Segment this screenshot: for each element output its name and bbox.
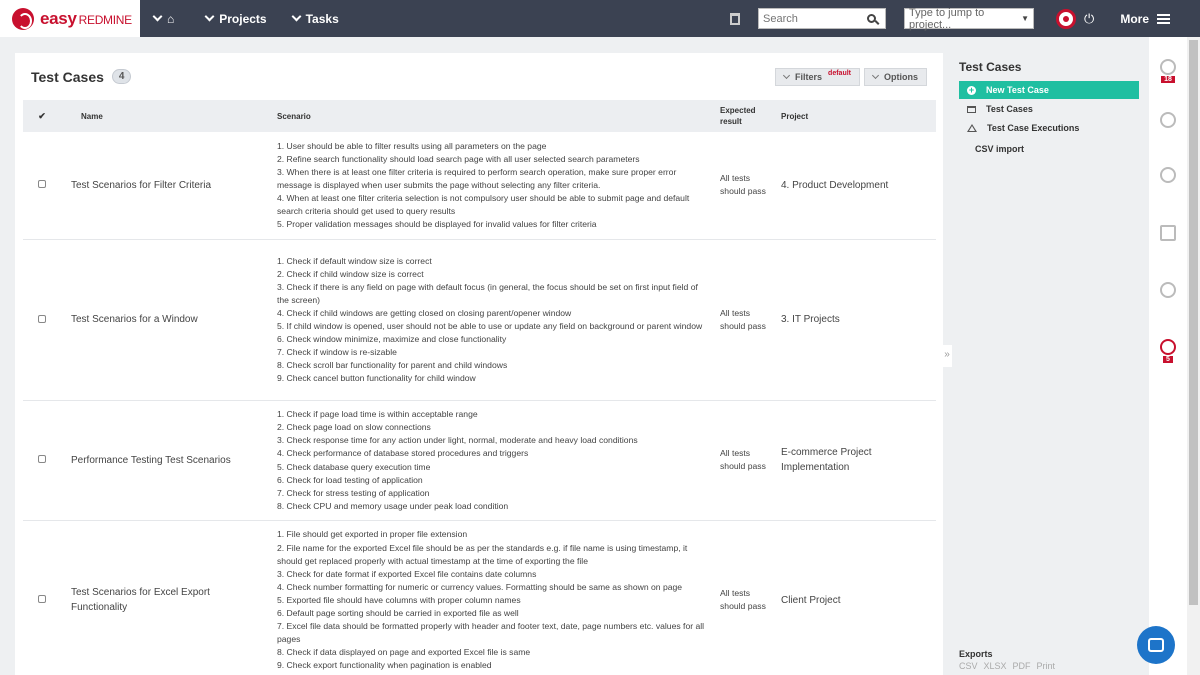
sidebar-item-label: New Test Case bbox=[986, 85, 1049, 95]
scenario-step: 4. Check if child windows are getting closed on closing parent/opener window bbox=[277, 307, 572, 318]
row-checkbox[interactable] bbox=[38, 315, 46, 323]
sidebar-item-label: Test Case Executions bbox=[987, 123, 1080, 133]
expected-result-cell: All tests should pass bbox=[714, 132, 775, 239]
scenario-step: 6. Check window minimize, maximize and close functionality bbox=[277, 334, 507, 345]
table-row[interactable] bbox=[23, 520, 936, 675]
scenario-step: 3. Check for date format if exported Excel file contains date columns bbox=[277, 568, 537, 579]
nav-tasks[interactable] bbox=[279, 0, 351, 37]
scenario-step: 7. Excel file data should be formatted properly with header and footer text, date, page numbers etc. values for all pages bbox=[277, 621, 705, 645]
top-navigation-bar bbox=[0, 0, 1200, 37]
page-title: Test Cases bbox=[31, 68, 104, 85]
jump-to-project-select[interactable] bbox=[904, 8, 1034, 29]
scenario-step: 1. User should be able to filter results using all parameters on the page bbox=[277, 140, 547, 151]
scenario-step: 7. Check if window is re-sizable bbox=[277, 347, 397, 358]
scenario-step: 6. Check for load testing of application bbox=[277, 474, 423, 485]
print-link[interactable]: Print bbox=[1036, 661, 1056, 671]
jump-to-project-placeholder: Type to jump to project... bbox=[909, 6, 985, 31]
panel-header bbox=[15, 53, 943, 100]
scenario-step: 8. Check CPU and memory usage under peak load condition bbox=[277, 500, 509, 511]
sidebar-item-new-test-case[interactable] bbox=[959, 81, 1139, 99]
filters-label: Filters bbox=[795, 71, 823, 82]
scenario-step: 5. If child window is opened, user should not be able to use or update any field on background or parent window bbox=[277, 321, 703, 331]
nav-projects[interactable] bbox=[186, 0, 278, 37]
scenario-step: 2. Refine search functionality should load search page with all user selected search parameters bbox=[277, 154, 640, 165]
ideas-button[interactable] bbox=[1158, 167, 1178, 191]
scenario-cell bbox=[271, 132, 714, 239]
scenario-step: 1. File should get exported in proper file extension bbox=[277, 529, 468, 540]
plus-icon: + bbox=[968, 84, 975, 95]
scenario-step: 2. Check if child window size is correct bbox=[277, 268, 424, 279]
sidebar bbox=[951, 53, 1147, 675]
chat-button[interactable] bbox=[1158, 282, 1178, 306]
scenario-step: 1. Check if page load time is within acceptable range bbox=[277, 409, 478, 420]
chevron-down-icon bbox=[783, 72, 790, 79]
scenario-step: 5. Exported file should have columns with proper column names bbox=[277, 594, 521, 605]
row-checkbox-cell bbox=[23, 520, 61, 675]
test-cases-table bbox=[23, 100, 936, 675]
project-link[interactable]: E-commerce Project Implementation bbox=[775, 400, 936, 520]
scenario-step: 2. Check page load on slow connections bbox=[277, 422, 431, 433]
search-field[interactable] bbox=[758, 8, 886, 29]
main-panel bbox=[15, 53, 943, 675]
column-header-name[interactable]: Name bbox=[61, 100, 271, 132]
more-label: More bbox=[1120, 11, 1149, 26]
scenario-step: 1. Check if default window size is correct bbox=[277, 255, 432, 266]
avatar[interactable] bbox=[1056, 9, 1076, 29]
checklist-button[interactable] bbox=[1158, 225, 1178, 249]
table-row[interactable] bbox=[23, 132, 936, 239]
clipboard-check-icon bbox=[1160, 225, 1176, 241]
timer-count-badge: 5 bbox=[1163, 356, 1173, 363]
home-menu[interactable] bbox=[140, 0, 186, 37]
test-case-name-link[interactable]: Test Scenarios for a Window bbox=[61, 239, 271, 400]
row-checkbox-cell bbox=[23, 400, 61, 520]
support-chat-button[interactable] bbox=[1137, 626, 1175, 664]
search-input[interactable] bbox=[763, 13, 863, 25]
nav-tasks-label: Tasks bbox=[305, 11, 339, 26]
select-all-toggle[interactable] bbox=[23, 100, 61, 132]
test-case-name-link[interactable]: Test Scenarios for Filter Criteria bbox=[61, 132, 271, 239]
project-link[interactable]: 4. Product Development bbox=[775, 132, 936, 239]
sidebar-item-test-cases[interactable] bbox=[959, 100, 1139, 118]
chevron-down-icon bbox=[872, 72, 879, 79]
filters-default-badge: default bbox=[828, 70, 851, 77]
project-link[interactable]: 3. IT Projects bbox=[775, 239, 936, 400]
expected-result-cell: All tests should pass bbox=[714, 400, 775, 520]
activity-feed-button[interactable] bbox=[1158, 59, 1178, 83]
export-xlsx-link[interactable]: XLSX bbox=[983, 661, 1007, 671]
user-button[interactable] bbox=[1158, 112, 1178, 136]
scenario-step: 5. Check database query execution time bbox=[277, 461, 431, 472]
sidebar-title: Test Cases bbox=[959, 60, 1022, 74]
scenario-step: 9. Check cancel button functionality for child window bbox=[277, 373, 476, 384]
activity-count-badge: 18 bbox=[1161, 76, 1175, 83]
home-icon: ⌂ bbox=[167, 11, 175, 26]
scenario-step: 9. Check export functionality when pagination is enabled bbox=[277, 660, 492, 671]
hamburger-icon bbox=[1157, 14, 1170, 24]
chevron-down-icon bbox=[205, 12, 215, 22]
lightbulb-icon bbox=[1160, 167, 1176, 183]
scenario-step: 3. When there is at least one filter criteria is required to perform search operation, make sure proper error message is displayed when user submits the page without selecting any filter criteria. bbox=[277, 167, 677, 191]
table-row[interactable] bbox=[23, 239, 936, 400]
more-menu[interactable] bbox=[1120, 12, 1170, 26]
options-label: Options bbox=[884, 71, 918, 82]
row-checkbox-cell bbox=[23, 132, 61, 239]
sidebar-item-test-case-executions[interactable] bbox=[959, 119, 1139, 137]
scenario-step: 4. Check number formatting for numeric or currency values. Formatting should be same as shown on page bbox=[277, 581, 683, 592]
warning-icon bbox=[967, 124, 977, 132]
chevron-down-icon bbox=[291, 12, 301, 22]
expected-result-cell: All tests should pass bbox=[714, 520, 775, 675]
column-header-scenario[interactable]: Scenario bbox=[271, 100, 714, 132]
folder-icon bbox=[967, 106, 976, 113]
scenario-step: 4. When at least one filter criteria selection is not compulsory user should be able to submit page and default search criteria should get used to query results bbox=[277, 193, 690, 217]
scenario-cell bbox=[271, 520, 714, 675]
chat-icon bbox=[1148, 638, 1164, 652]
nav-projects-label: Projects bbox=[219, 11, 267, 26]
check-icon: ✔ bbox=[38, 110, 46, 121]
search-icon[interactable] bbox=[867, 14, 876, 23]
export-csv-link[interactable]: CSV bbox=[959, 661, 978, 671]
scenario-step: 7. Check for stress testing of application bbox=[277, 487, 430, 498]
logo-icon bbox=[12, 8, 34, 30]
csv-import-link[interactable]: CSV import bbox=[975, 144, 1025, 154]
row-checkbox[interactable] bbox=[38, 455, 46, 463]
collapse-sidebar-toggle[interactable]: » bbox=[942, 345, 952, 367]
count-badge: 4 bbox=[112, 69, 132, 84]
scenario-step: 8. Check scroll bar functionality for parent and child windows bbox=[277, 360, 508, 371]
clock-history-icon bbox=[1160, 339, 1176, 355]
speech-bubble-icon bbox=[1160, 282, 1176, 298]
logout-icon[interactable]: ⏻ bbox=[1084, 10, 1095, 26]
scenario-step: 6. Default page sorting should be carried in exported file as well bbox=[277, 608, 519, 619]
scenario-cell bbox=[271, 239, 714, 400]
sidebar-item-label: Test Cases bbox=[986, 104, 1033, 114]
column-header-expected-result[interactable]: Expected result bbox=[714, 100, 775, 132]
scenario-step: 3. Check if there is any field on page with default focus (in general, the focus should be set on first input field of the screen) bbox=[277, 281, 698, 305]
logo-text: easy REDMINE bbox=[40, 8, 132, 28]
row-checkbox[interactable] bbox=[38, 180, 46, 188]
project-link[interactable]: Client Project bbox=[775, 520, 936, 675]
scenario-step: 2. File name for the exported Excel file should be as per the standards e.g. if file name is using timestamp, it should get replaced properly with actual timestamp at the time of exporting the file bbox=[277, 542, 688, 566]
options-button[interactable] bbox=[864, 68, 927, 86]
table-header-row bbox=[23, 100, 936, 132]
exports-label: Exports bbox=[959, 649, 993, 659]
scenario-cell bbox=[271, 400, 714, 520]
export-links bbox=[959, 661, 1055, 671]
row-checkbox-cell bbox=[23, 239, 61, 400]
scenario-step: 8. Check if data displayed on page and exported Excel file is same bbox=[277, 647, 531, 658]
scenario-step: 5. Proper validation messages should be displayed for invalid values for filter criteria bbox=[277, 219, 597, 230]
icon-rail bbox=[1149, 37, 1187, 675]
user-icon bbox=[1160, 112, 1176, 128]
export-pdf-link[interactable]: PDF bbox=[1012, 661, 1031, 671]
table-row[interactable] bbox=[23, 400, 936, 520]
logo[interactable] bbox=[0, 0, 140, 37]
chevron-down-icon bbox=[153, 12, 163, 22]
panel-actions bbox=[775, 68, 927, 86]
scenario-step: 4. Check performance of database stored procedures and triggers bbox=[277, 448, 529, 459]
trash-icon[interactable] bbox=[730, 13, 740, 25]
filters-button[interactable] bbox=[775, 68, 860, 86]
caret-down-icon: ▼ bbox=[1021, 14, 1030, 23]
page-scrollbar[interactable] bbox=[1187, 37, 1200, 675]
scenario-step: 3. Check response time for any action under light, normal, moderate and heavy load conditions bbox=[277, 435, 638, 446]
column-header-project[interactable]: Project bbox=[775, 100, 936, 132]
scrollbar-thumb[interactable] bbox=[1189, 40, 1198, 605]
time-tracking-button[interactable] bbox=[1158, 339, 1178, 363]
expected-result-cell: All tests should pass bbox=[714, 239, 775, 400]
test-case-name-link[interactable]: Test Scenarios for Excel Export Functionality bbox=[61, 520, 271, 675]
test-case-name-link[interactable]: Performance Testing Test Scenarios bbox=[61, 400, 271, 520]
row-checkbox[interactable] bbox=[38, 595, 46, 603]
activity-icon bbox=[1160, 59, 1176, 75]
